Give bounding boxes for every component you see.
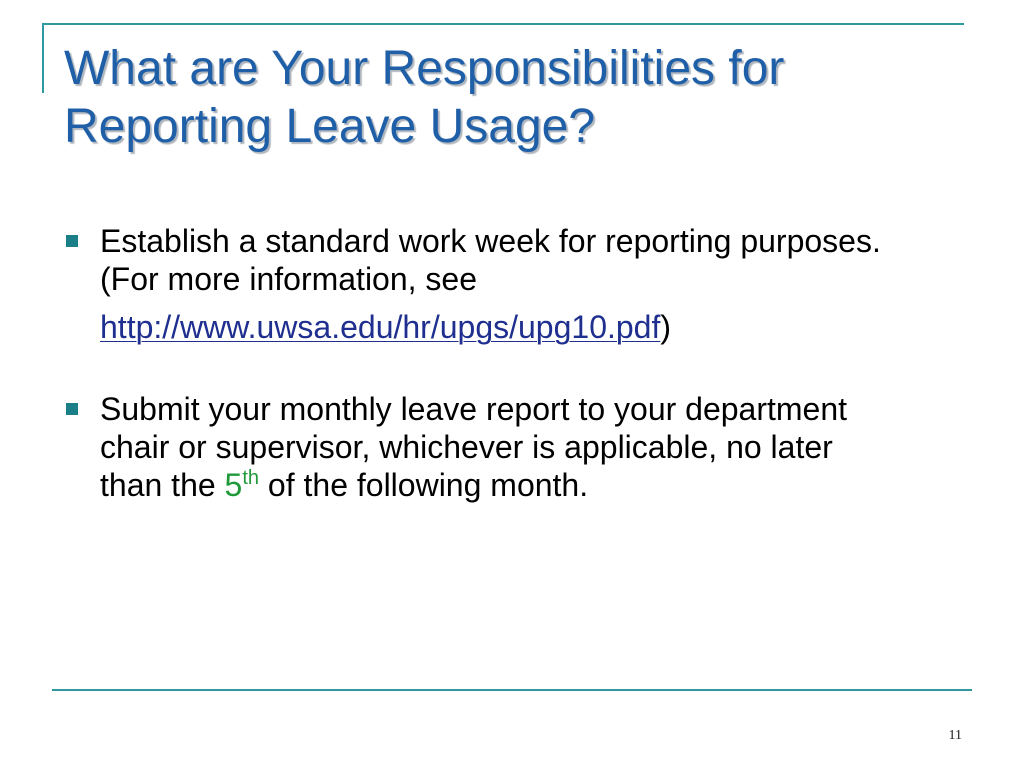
- bottom-rule: [52, 689, 972, 691]
- closing-paren: ): [660, 309, 672, 345]
- bullet-text-after: of the following month.: [267, 467, 589, 503]
- slide-title: [64, 40, 964, 156]
- link-line: [100, 308, 892, 346]
- page-number: 11: [948, 728, 962, 743]
- slide-title-line-2: Reporting Leave Usage?: [64, 100, 596, 153]
- due-day-number: 5: [224, 467, 243, 503]
- upg10-pdf-link[interactable]: http://www.uwsa.edu/hr/upgs/upg10.pdf: [100, 309, 661, 345]
- bullet-list: [62, 222, 892, 504]
- due-day-highlight: [225, 467, 259, 503]
- due-day-suffix: th: [242, 467, 260, 489]
- bullet-item-monthly-report: [62, 390, 892, 504]
- bullet-text: Establish a standard work week for reporting purposes. (For more information, see: [100, 223, 881, 297]
- bullet-text-before: Submit your monthly leave report to your department chair or supervisor, whichever is applicable, no later than the: [100, 391, 848, 503]
- square-bullet-icon: [66, 403, 78, 415]
- square-bullet-icon: [66, 235, 78, 247]
- slide-title-line-1: What are Your Responsibilities for: [64, 42, 785, 95]
- top-rule: [42, 23, 964, 25]
- left-rule: [42, 23, 44, 93]
- bullet-item-work-week: [62, 222, 892, 346]
